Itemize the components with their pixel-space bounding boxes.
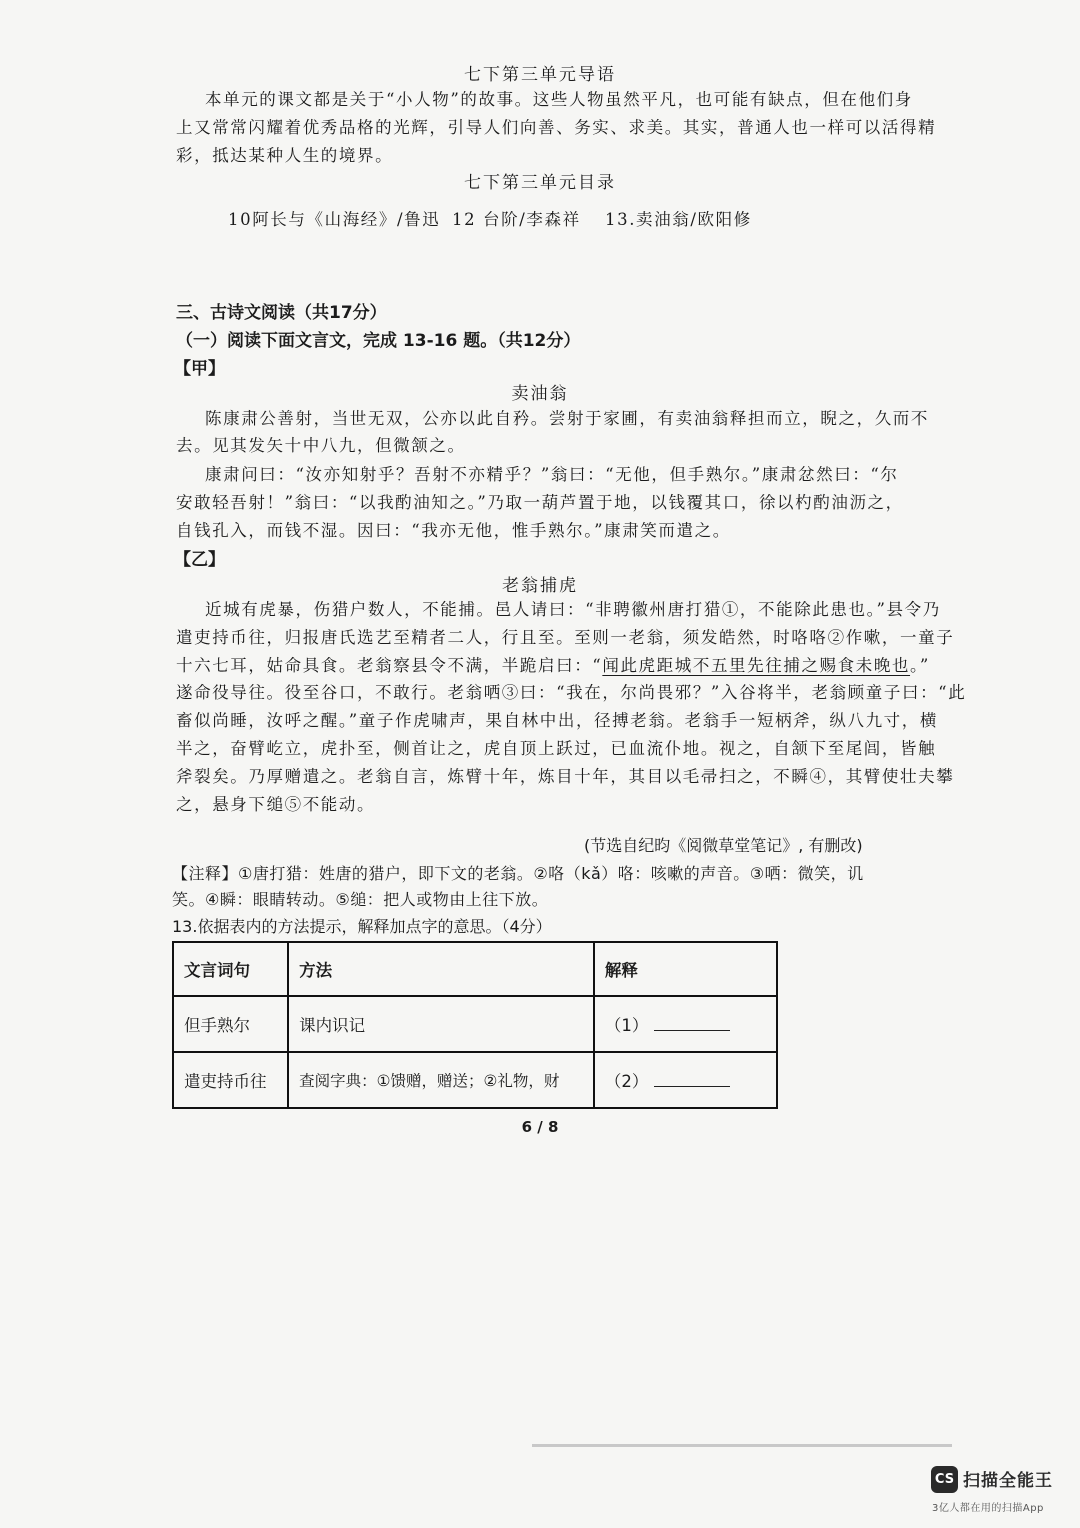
underlined-sentence: 闻此虎距城不五里先往捕之赐食未晚也 [602, 656, 911, 675]
header-cell: 解释 [594, 942, 777, 996]
table-row [173, 1052, 777, 1108]
toc-item: 10阿长与《山海经》/鲁迅 [228, 210, 441, 229]
answer-cell[interactable] [594, 996, 777, 1052]
passage-b-label: 【乙】 [174, 550, 225, 570]
passage-b-line [176, 652, 930, 680]
phrase-cell: 但手熟尔 [173, 996, 288, 1052]
app-name: 扫描全能王 [963, 1471, 1053, 1491]
toc-title: 七下第三单元目录 [464, 173, 616, 193]
header-cell: 方法 [288, 942, 594, 996]
passage-b-line: 半之，奋臂屹立，虎扑至，侧首让之，虎自顶上跃过，已血流仆地。视之，自颔下至尾闾，皆触 [176, 739, 937, 758]
intro-line: 彩，抵达某种人生的境界。 [176, 146, 394, 165]
answer-blank[interactable] [654, 1072, 730, 1087]
notes-line: 笑。④瞬：眼睛转动。⑤缒：把人或物由上往下放。 [172, 890, 549, 909]
passage-b-line: 遣吏持币往，归报唐氏选艺至精者二人，行且至。至则一老翁，须发皓然，时咯咯②作嗽，一童子 [176, 628, 955, 647]
passage-b-line: 畜似尚睡，汝呼之醒。”童子作虎啸声，果自林中出，径搏老翁。老翁手一短柄斧，纵八九寸，横 [176, 711, 938, 730]
passage-b-line: 近城有虎暴，伤猎户数人，不能捕。邑人请曰：“非聘徽州唐打猎①，不能除此患也。”县令乃 [205, 600, 941, 619]
answer-number: （2） [604, 1072, 649, 1091]
table-header-row [173, 942, 777, 996]
intro-title: 七下第三单元导语 [464, 65, 616, 85]
method-cell: 查阅字典：①馈赠，赠送；②礼物，财 [288, 1052, 594, 1108]
passage-b-line: 遂命役导往。役至谷口，不敢行。老翁哂③曰：“我在，尔尚畏邪？”入谷将半，老翁顾童子曰：“此 [176, 683, 967, 702]
toc-item: 12 台阶/李森祥 [452, 210, 581, 229]
passage-b-text: 。” [910, 656, 930, 675]
passage-a-title: 卖油翁 [511, 384, 569, 404]
toc-item: 13.卖油翁/欧阳修 [605, 210, 752, 229]
intro-line: 上又常常闪耀着优秀品格的光辉，引导人们向善、务实、求美。其实，普通人也一样可以活得精 [176, 118, 937, 137]
table-row [173, 996, 777, 1052]
passage-a-line: 去。见其发矢十中八九，但微颔之。 [176, 436, 466, 455]
passage-b-text: 十六七耳，姑命具食。老翁察县令不满，半跪启曰：“ [176, 656, 603, 675]
app-tagline: 3亿人都在用的扫描App [932, 1503, 1044, 1514]
passage-a-line: 安敢轻吾射！”翁曰：“以我酌油知之。”乃取一葫芦置于地，以钱覆其口，徐以杓酌油沥之， [176, 493, 904, 512]
answer-table [172, 941, 778, 1109]
question-13: 13.依据表内的方法提示，解释加点字的意思。（4分） [172, 917, 552, 936]
header-cell: 文言词句 [173, 942, 288, 996]
answer-cell[interactable] [594, 1052, 777, 1108]
source-citation: (节选自纪昀《阅微草堂笔记》, 有删改) [584, 836, 863, 855]
intro-line: 本单元的课文都是关于“小人物”的故事。这些人物虽然平凡，也可能有缺点，但在他们身 [205, 90, 913, 109]
page-number: 6 / 8 [521, 1118, 559, 1136]
passage-a-line: 陈康肃公善射，当世无双，公亦以此自矜。尝射于家圃，有卖油翁释担而立，睨之，久而不 [205, 409, 929, 428]
scan-artifact-line [532, 1444, 952, 1447]
answer-number: （1） [604, 1016, 649, 1035]
cs-logo-icon: CS [931, 1466, 958, 1493]
passage-b-line: 之，悬身下缒⑤不能动。 [176, 795, 376, 814]
passage-a-label: 【甲】 [174, 359, 225, 379]
section-sub-heading: （一）阅读下面文言文，完成 13-16 题。（共12分） [176, 331, 581, 351]
passage-a-line: 自钱孔入，而钱不湿。因曰：“我亦无他，惟手熟尔。”康肃笑而遣之。 [176, 521, 731, 540]
passage-a-line: 康肃问曰：“汝亦知射乎？吾射不亦精乎？”翁曰：“无他，但手熟尔。”康肃忿然曰：“尔 [205, 465, 899, 484]
answer-blank[interactable] [654, 1016, 730, 1031]
section-heading: 三、古诗文阅读（共17分） [176, 303, 387, 323]
method-cell: 课内识记 [288, 996, 594, 1052]
phrase-cell: 遣吏持币往 [173, 1052, 288, 1108]
notes-line: 【注释】①唐打猎：姓唐的猎户，即下文的老翁。②咯（kǎ）咯：咳嗽的声音。③哂：微笑，讥 [172, 864, 864, 883]
passage-b-title: 老翁捕虎 [502, 576, 578, 596]
passage-b-line: 斧裂矣。乃厚赠遣之。老翁自言，炼臂十年，炼目十年，其目以毛帚扫之，不瞬④，其臂使壮夫攀 [176, 767, 955, 786]
